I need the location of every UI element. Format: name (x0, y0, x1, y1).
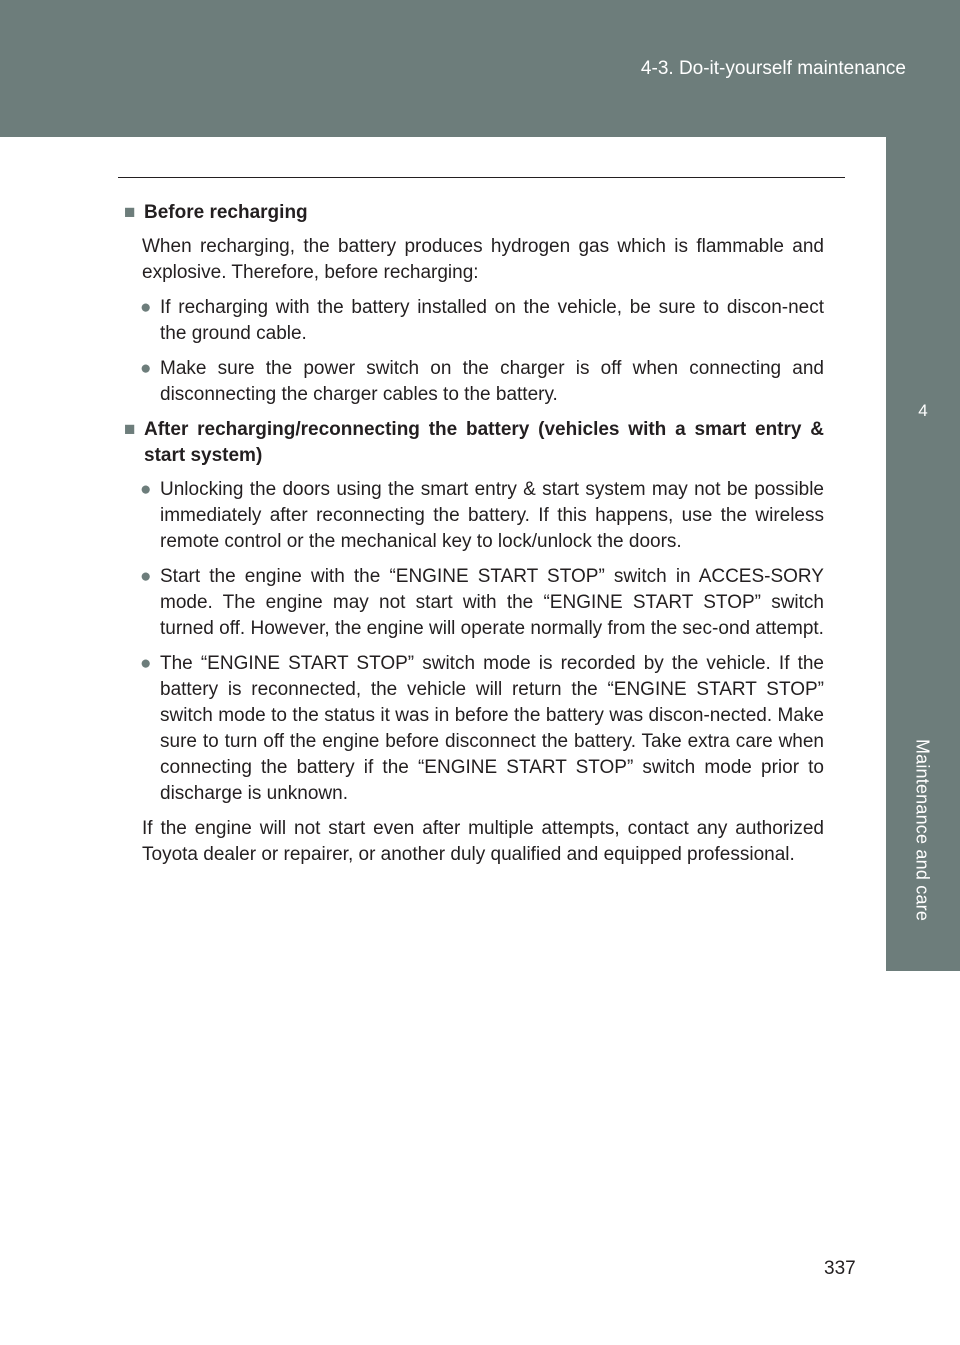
circle-bullet-icon: ● (140, 653, 152, 674)
square-bullet-icon: ■ (124, 202, 136, 223)
bullet-item: ● Unlocking the doors using the smart entry & start system may not be possible immediately after reconnecting the battery. If this happens, use the wireless remote control or the mechanical key to lock/unlock the doors. (140, 479, 824, 552)
bullet-item: ● Make sure the power switch on the charger is off when connecting and disconnecting the charger cables to the battery. (140, 358, 824, 405)
circle-bullet-icon: ● (140, 479, 152, 500)
top-rule (118, 177, 845, 178)
chapter-label: Maintenance and care (912, 738, 933, 922)
page-content (124, 200, 824, 877)
chapter-number: 4 (918, 401, 928, 420)
circle-bullet-icon: ● (140, 566, 152, 587)
bullet-item: ● The “ENGINE START STOP” switch mode is recorded by the vehicle. If the battery is reconnected, the vehicle will return the “ENGINE START STOP” switch mode to the status it was in before the battery was discon-nected. Make sure to turn off the engine before disconnect the battery. Take extra care when connecting the battery if the “ENGINE START STOP” switch mode prior to discharge is unknown. (140, 653, 824, 804)
heading-before-recharging: ■ Before recharging (124, 200, 824, 226)
bullet-item: ● Start the engine with the “ENGINE START STOP” switch in ACCES-SORY mode. The engine may not start with the “ENGINE START STOP” switch turned off. However, the engine will operate normally from the sec-ond attempt. (140, 566, 824, 639)
square-bullet-icon: ■ (124, 419, 136, 440)
circle-bullet-icon: ● (140, 297, 152, 318)
bullet-item: ● If recharging with the battery installed on the vehicle, be sure to discon-nect the ground cable. (140, 297, 824, 344)
page-number: 337 (824, 1258, 856, 1279)
section-title: 4-3. Do-it-yourself maintenance (640, 58, 906, 79)
circle-bullet-icon: ● (140, 358, 152, 379)
side-tab-upper (886, 137, 960, 377)
paragraph-closing: If the engine will not start even after multiple attempts, contact any authorized Toyota dealer or repairer, or another duly qualified and equipped professional. (142, 818, 824, 865)
heading-after-recharging: ■ After recharging/reconnecting the battery (vehicles with a smart entry & start system) (124, 419, 824, 466)
paragraph-intro: When recharging, the battery produces hydrogen gas which is flammable and explosive. Therefore, before recharging: (142, 236, 824, 283)
